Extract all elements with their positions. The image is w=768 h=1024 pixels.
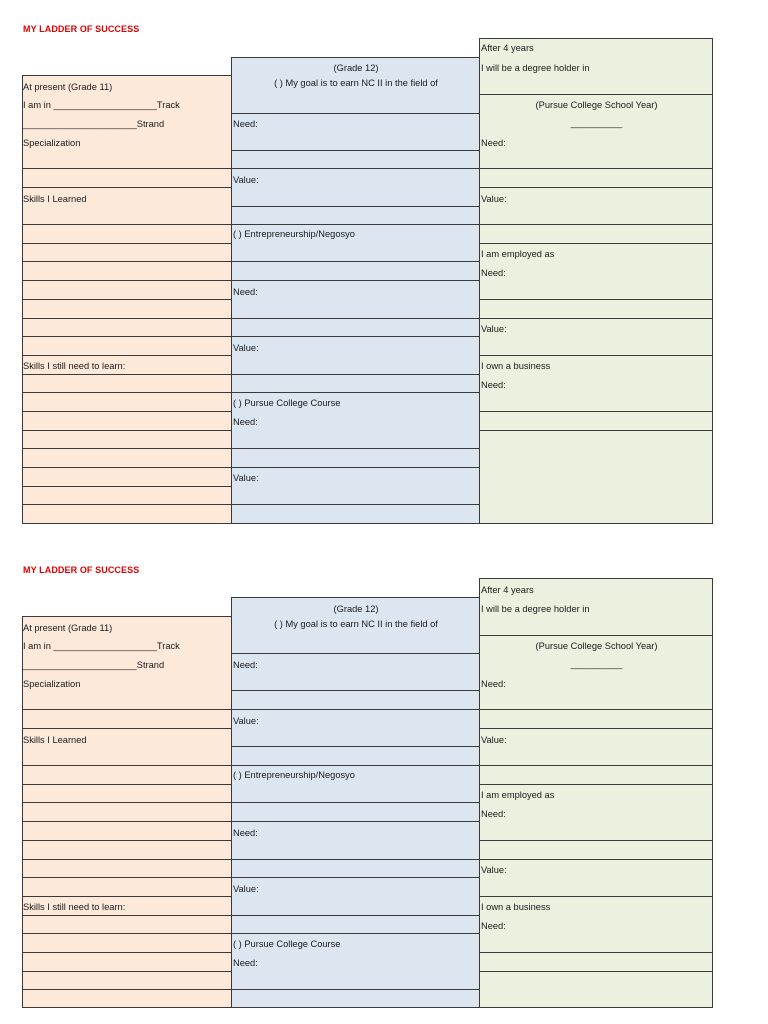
college-year-label: (Pursue College School Year) xyxy=(535,641,658,651)
pursue-college-option: ( ) Pursue College Course xyxy=(233,939,341,949)
after-header: After 4 years xyxy=(481,43,534,53)
pursue-college-option: ( ) Pursue College Course xyxy=(233,398,341,408)
value-label: Value: xyxy=(481,735,507,745)
need-label: Need: xyxy=(233,660,258,670)
value-label: Value: xyxy=(481,324,507,334)
grade12-column xyxy=(232,57,480,523)
after-header: After 4 years xyxy=(481,585,534,595)
value-label: Value: xyxy=(233,175,259,185)
specialization-label: Specialization xyxy=(23,679,81,689)
value-label: Value: xyxy=(481,194,507,204)
value-label: Value: xyxy=(233,884,259,894)
value-label: Value: xyxy=(233,716,259,726)
need-label: Need: xyxy=(233,287,258,297)
need-label: Need: xyxy=(233,828,258,838)
value-label: Value: xyxy=(233,473,259,483)
need-label: Need: xyxy=(233,417,258,427)
need-label: Need: xyxy=(481,921,506,931)
present-header: At present (Grade 11) xyxy=(23,623,113,633)
own-business-line: I own a business xyxy=(481,361,551,371)
degree-holder-line: I will be a degree holder in xyxy=(481,63,590,73)
skills-to-learn-label: Skills I still need to learn: xyxy=(23,902,126,912)
nc2-goal-option: ( ) My goal is to earn NC II in the field of xyxy=(274,78,438,88)
track-line: I am in ____________________Track xyxy=(23,641,180,651)
skills-to-learn-label: Skills I still need to learn: xyxy=(23,361,126,371)
need-label: Need: xyxy=(481,268,506,278)
grade12-header: (Grade 12) xyxy=(333,63,379,73)
nc2-goal-option: ( ) My goal is to earn NC II in the field of xyxy=(274,619,438,629)
value-label: Value: xyxy=(233,343,259,353)
value-label: Value: xyxy=(481,865,507,875)
track-line: I am in ____________________Track xyxy=(23,100,180,110)
present-column xyxy=(22,616,232,1008)
entrepreneurship-option: ( ) Entrepreneurship/Negosyo xyxy=(233,770,355,780)
employed-as-line: I am employed as xyxy=(481,790,555,800)
strand-line: ______________________Strand xyxy=(23,119,165,129)
skills-learned-label: Skills I Learned xyxy=(23,735,87,745)
own-business-line: I own a business xyxy=(481,902,551,912)
grade12-header: (Grade 12) xyxy=(333,604,379,614)
need-label: Need: xyxy=(481,138,506,148)
sheet-title: MY LADDER OF SUCCESS xyxy=(23,565,140,575)
employed-as-line: I am employed as xyxy=(481,249,555,259)
need-label: Need: xyxy=(233,958,258,968)
need-label: Need: xyxy=(481,380,506,390)
entrepreneurship-option: ( ) Entrepreneurship/Negosyo xyxy=(233,229,355,239)
strand-line: ______________________Strand xyxy=(23,660,165,670)
specialization-label: Specialization xyxy=(23,138,81,148)
need-label: Need: xyxy=(233,119,258,129)
skills-learned-label: Skills I Learned xyxy=(23,194,87,204)
college-year-blank: __________ xyxy=(570,118,623,128)
need-label: Need: xyxy=(481,809,506,819)
college-year-blank: __________ xyxy=(570,659,623,669)
need-label: Need: xyxy=(481,679,506,689)
degree-holder-line: I will be a degree holder in xyxy=(481,604,590,614)
sheet-title: MY LADDER OF SUCCESS xyxy=(23,24,140,34)
present-header: At present (Grade 11) xyxy=(23,82,113,92)
college-year-label: (Pursue College School Year) xyxy=(535,100,658,110)
